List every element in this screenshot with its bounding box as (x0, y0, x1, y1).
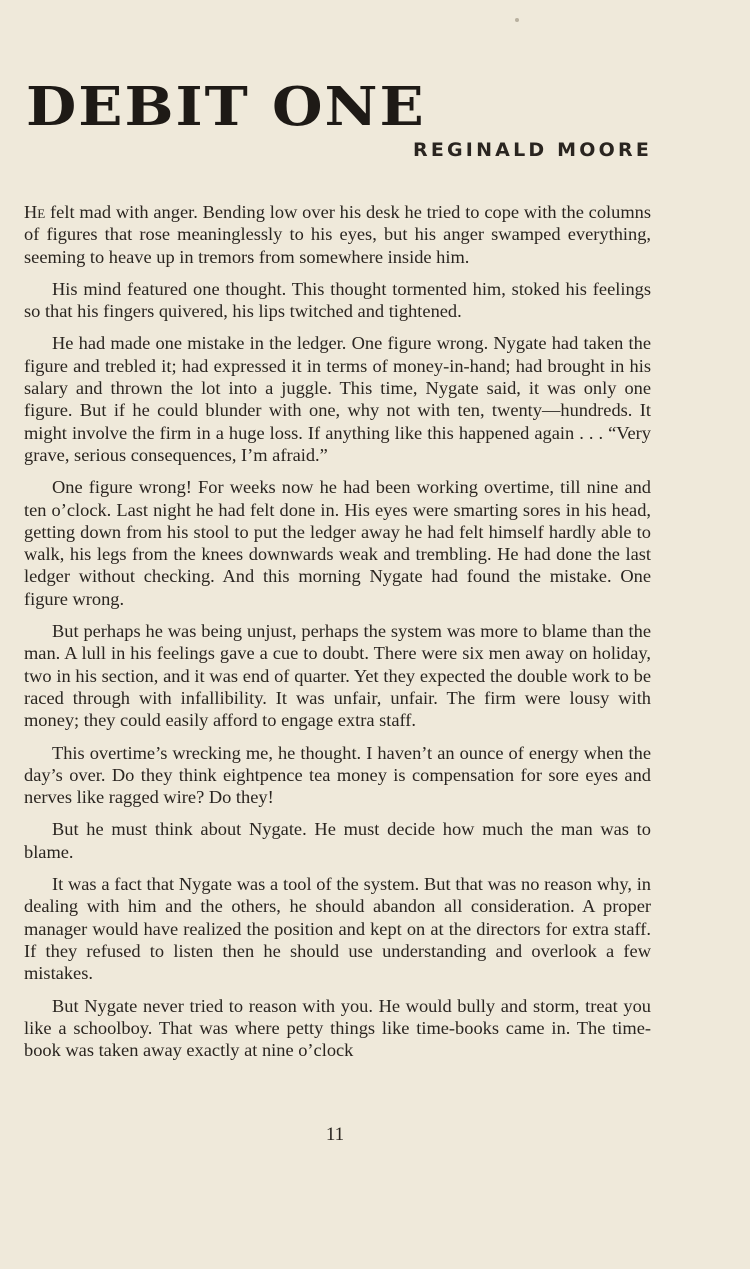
paper-speck (515, 18, 519, 22)
author-name: REGINALD MOORE (413, 139, 652, 161)
paragraph-2: His mind featured one thought. This thought tormented him, stoked his feelings so that his fingers quivered, his lips twitched and tightened. (24, 278, 651, 322)
opening-text: felt mad with anger. Bending low over his desk he tried to cope with the columns of figures that rose meaninglessly to his eyes, but his anger swamped everything, seeming to heave up in tremors from somewhere inside him. (24, 202, 651, 267)
paragraph-1 (24, 201, 651, 268)
paragraph-4: One figure wrong! For weeks now he had been working overtime, till nine and ten o’clock. Last night he had felt done in. His eyes were smarting sores in his head, getting down from his stool to put the ledger away he had felt himself hardly able to walk, his legs from the knees downwards weak and trembling. He had done the last ledger without checking. And this morning Nygate had found the mistake. One figure wrong. (24, 477, 651, 609)
page-number: 11 (325, 1124, 345, 1145)
paragraph-5: But perhaps he was being unjust, perhaps the system was more to blame than the man. A lull in his feelings gave a cue to doubt. There were six men away on holiday, two in his section, and it was end of quarter. Yet they expected the double work to be raced through with infallibility. It was unfair, unfair. The firm were lousy with money; they could easily afford to engage extra staff. (24, 621, 651, 731)
paragraph-3: He had made one mistake in the ledger. One figure wrong. Nygate had taken the figure and trebled it; had expressed it in terms of money-in-hand; had brought in his salary and thrown the lot into a juggle. This time, Nygate said, it was only one figure. But if he could blunder with one, why not with ten, twenty—hundreds. It might involve the firm in a huge loss. If anything like this happened again . . . “Very grave, serious consequences, I’m afraid.” (24, 333, 651, 465)
opening-word: He (24, 202, 46, 222)
paragraph-7: But he must think about Nygate. He must decide how much the man was to blame. (24, 819, 651, 862)
paragraph-6: This overtime’s wrecking me, he thought. I haven’t an ounce of energy when the day’s over. Do they think eightpence tea money is compensation for sore eyes and nerves like ragged wire? Do they! (24, 742, 651, 808)
story-title: DEBIT ONE (26, 75, 426, 138)
paragraph-8: It was a fact that Nygate was a tool of the system. But that was no reason why, in dealing with him and the others, he should abandon all consideration. A proper manager would have realized the position and kept on at the directors for extra staff. If they refused to listen then he should use understanding and overlook a few mistakes. (24, 874, 651, 984)
story-body (24, 201, 651, 1071)
paragraph-9: But Nygate never tried to reason with you. He would bully and storm, treat you like a schoolboy. That was where petty things like time-books came in. The time-book was taken away exactly at nine o’clock (24, 995, 651, 1061)
